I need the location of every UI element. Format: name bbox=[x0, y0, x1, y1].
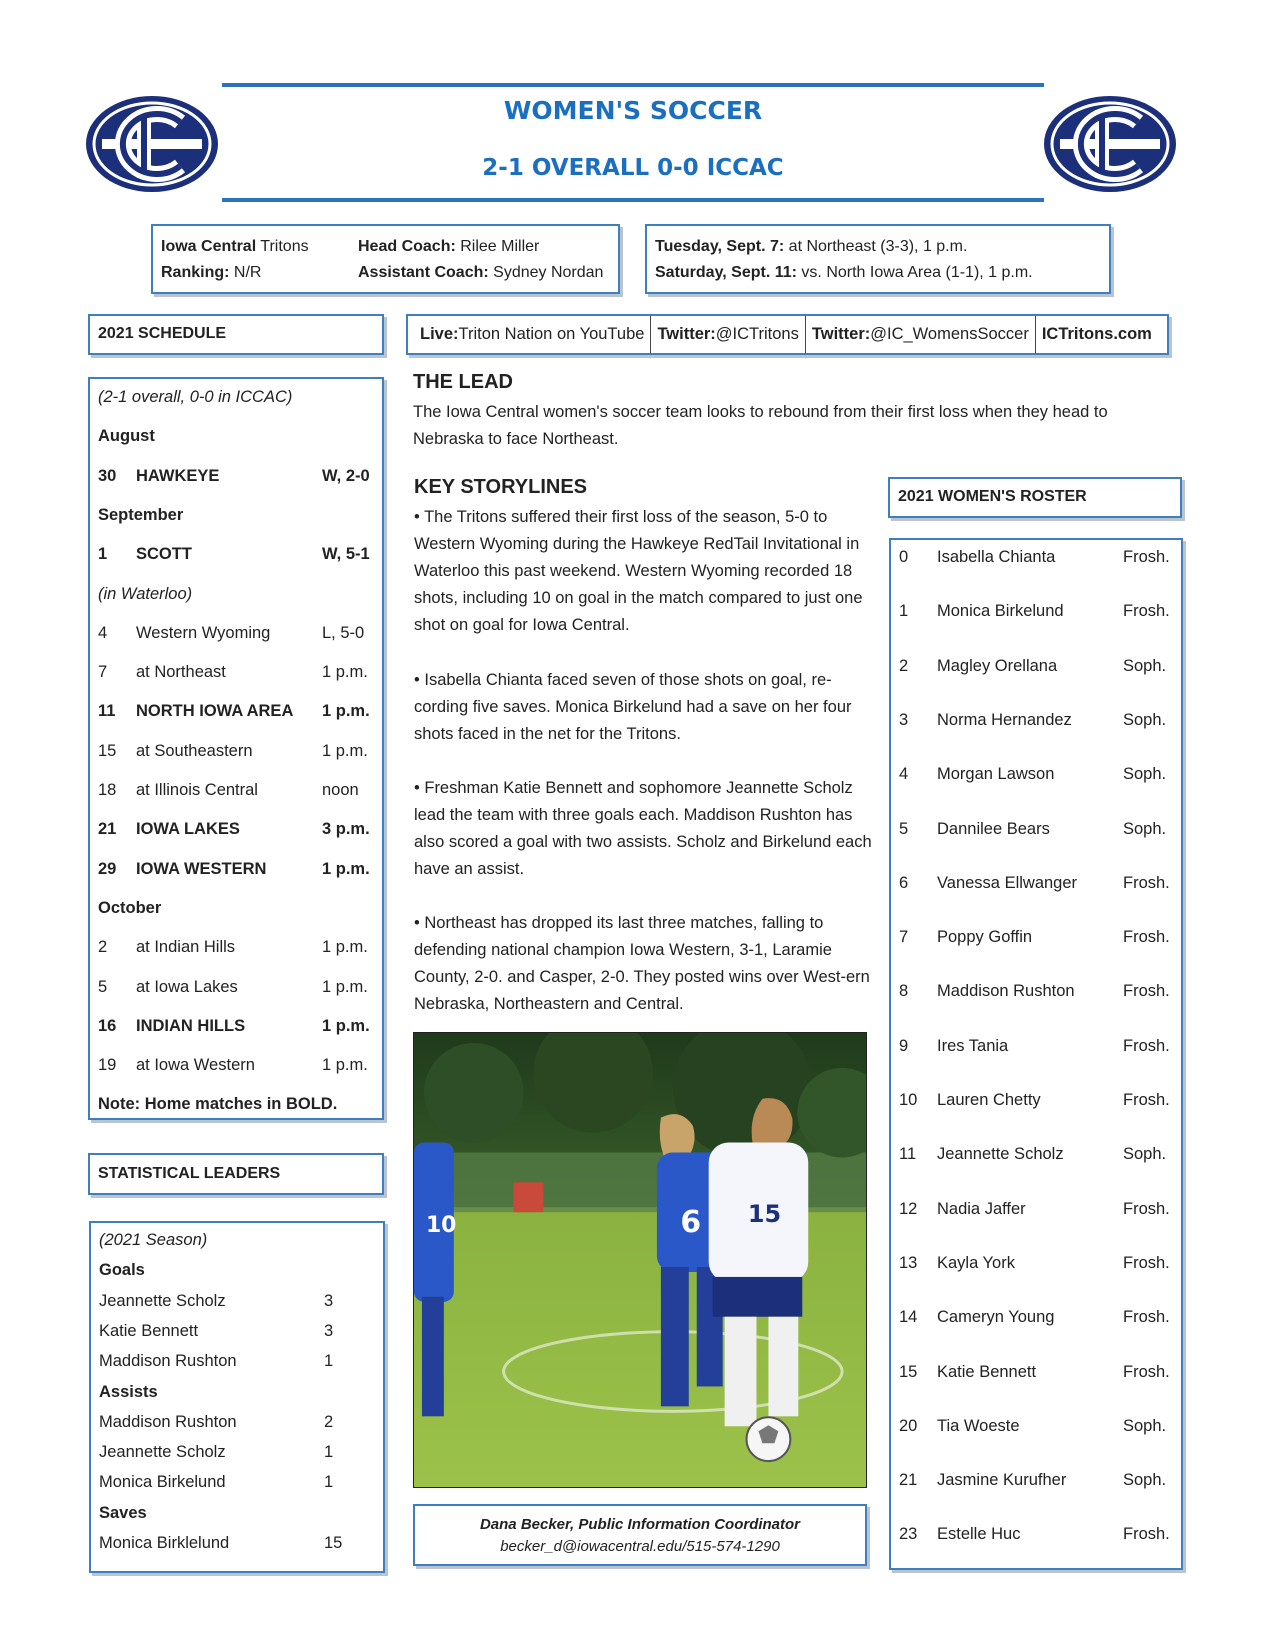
jersey-number-front: 15 bbox=[747, 1200, 782, 1229]
roster-player-name: Dannilee Bears bbox=[937, 819, 1050, 838]
stats-heading-box bbox=[88, 1153, 384, 1195]
stats-box bbox=[89, 1221, 385, 1573]
roster-number: 20 bbox=[899, 1416, 918, 1435]
storyline-item: • Freshman Katie Bennett and sophomore Jeannette Scholz lead the team with three goals each. Maddison Rushton has also scored a goal with two assists. Scholz and Birkelund each have an assist. bbox=[414, 779, 872, 878]
roster-row bbox=[899, 765, 1173, 784]
schedule-date: 29 bbox=[98, 859, 117, 878]
stat-player: Jeannette Scholz bbox=[99, 1291, 226, 1310]
stat-player: Monica Birkelund bbox=[99, 1473, 226, 1492]
roster-row bbox=[899, 1200, 1173, 1219]
stat-player: Saves bbox=[99, 1503, 147, 1522]
stat-player: Jeannette Scholz bbox=[99, 1443, 226, 1462]
roster-number: 11 bbox=[899, 1145, 917, 1164]
roster-number: 10 bbox=[899, 1091, 918, 1109]
roster-number: 4 bbox=[899, 765, 909, 784]
roster-class: Soph. bbox=[1123, 656, 1167, 675]
upcoming-games-box bbox=[645, 224, 1111, 294]
stat-value: 3 bbox=[324, 1321, 334, 1340]
roster-class: Frosh. bbox=[1123, 602, 1170, 621]
schedule-opponent: IOWA LAKES bbox=[136, 820, 240, 839]
roster-row bbox=[899, 1037, 1173, 1056]
schedule-row bbox=[98, 427, 374, 446]
schedule-result: L, 5-0 bbox=[322, 623, 365, 642]
schedule-date: 4 bbox=[98, 623, 108, 642]
upcoming-game: Saturday, Sept. 11: vs. North Iowa Area (1-1), 1 p.m. bbox=[655, 264, 1033, 281]
storylines-heading: KEY STORYLINES bbox=[414, 476, 588, 498]
stat-player: Maddison Rushton bbox=[99, 1412, 237, 1431]
stat-row bbox=[99, 1504, 375, 1523]
schedule-result: noon bbox=[322, 781, 359, 799]
schedule-row bbox=[98, 781, 374, 800]
schedule-date: 16 bbox=[98, 1016, 117, 1035]
roster-row bbox=[899, 928, 1173, 947]
schedule-date: 30 bbox=[98, 466, 117, 485]
contact-box bbox=[413, 1504, 867, 1566]
roster-row bbox=[899, 982, 1173, 1001]
schedule-heading: 2021 SCHEDULE bbox=[98, 325, 227, 342]
roster-row bbox=[899, 1091, 1173, 1110]
roster-class: Frosh. bbox=[1123, 1525, 1170, 1544]
roster-row bbox=[899, 874, 1173, 893]
lead-heading: THE LEAD bbox=[413, 371, 513, 393]
schedule-opponent: at Iowa Lakes bbox=[136, 977, 238, 996]
stat-row bbox=[99, 1322, 375, 1341]
media-twitter-womens-soccer[interactable]: Twitter: @IC_WomensSoccer bbox=[806, 316, 1036, 353]
header-rule-top bbox=[222, 83, 1044, 87]
roster-number: 5 bbox=[899, 819, 909, 838]
schedule-row bbox=[98, 506, 374, 525]
schedule-label: (in Waterloo) bbox=[98, 584, 193, 603]
ic-logo-right bbox=[1040, 92, 1180, 196]
media-twitter-tritons[interactable]: Twitter: @ICTritons bbox=[651, 316, 805, 353]
roster-player-name: Katie Bennett bbox=[937, 1362, 1037, 1381]
roster-number: 13 bbox=[899, 1253, 918, 1272]
schedule-opponent: NORTH IOWA AREA bbox=[136, 702, 294, 721]
schedule-row bbox=[98, 545, 374, 564]
stat-row bbox=[99, 1383, 375, 1402]
stat-player: Goals bbox=[99, 1261, 145, 1280]
roster-number: 2 bbox=[899, 656, 909, 675]
roster-class: Soph. bbox=[1123, 819, 1167, 838]
stat-row bbox=[99, 1352, 375, 1371]
schedule-row bbox=[98, 820, 374, 839]
schedule-row bbox=[98, 702, 374, 721]
schedule-opponent: at Northeast bbox=[136, 663, 226, 682]
schedule-heading-box bbox=[88, 314, 384, 355]
schedule-opponent: INDIAN HILLS bbox=[136, 1016, 246, 1035]
page-title: WOMEN'S SOCCER bbox=[503, 96, 763, 125]
roster-class: Soph. bbox=[1123, 1145, 1167, 1164]
roster-class: Frosh. bbox=[1123, 1253, 1170, 1272]
roster-class: Frosh. bbox=[1123, 982, 1170, 1001]
stat-row bbox=[99, 1292, 375, 1311]
schedule-label: October bbox=[98, 898, 162, 917]
schedule-result: 1 p.m. bbox=[322, 938, 368, 957]
schedule-opponent: HAWKEYE bbox=[136, 466, 220, 485]
schedule-row bbox=[98, 860, 374, 879]
roster-row bbox=[899, 711, 1173, 730]
roster-player-name: Estelle Huc bbox=[937, 1525, 1021, 1544]
jersey-number-back: 6 bbox=[680, 1205, 702, 1241]
roster-player-name: Ires Tania bbox=[937, 1036, 1009, 1055]
schedule-row bbox=[98, 1095, 374, 1114]
schedule-opponent: at Iowa Western bbox=[136, 1056, 255, 1075]
media-bar bbox=[406, 314, 1169, 355]
roster-player-name: Lauren Chetty bbox=[937, 1091, 1041, 1109]
schedule-date: 19 bbox=[98, 1056, 117, 1075]
roster-class: Frosh. bbox=[1123, 548, 1170, 566]
roster-number: 8 bbox=[899, 982, 909, 1001]
soccer-action-photo bbox=[413, 1032, 867, 1488]
stat-value: 1 bbox=[324, 1352, 334, 1371]
stat-player: (2021 Season) bbox=[99, 1231, 208, 1249]
roster-row bbox=[899, 548, 1173, 567]
roster-player-name: Isabella Chianta bbox=[937, 548, 1056, 566]
schedule-result: 1 p.m. bbox=[322, 1016, 370, 1035]
roster-number: 15 bbox=[899, 1362, 918, 1381]
roster-player-name: Morgan Lawson bbox=[937, 765, 1055, 784]
roster-row bbox=[899, 1417, 1173, 1436]
schedule-date: 2 bbox=[98, 938, 108, 957]
head-coach-value: Rilee Miller bbox=[455, 238, 540, 255]
schedule-row bbox=[98, 467, 374, 486]
roster-row bbox=[899, 820, 1173, 839]
schedule-row bbox=[98, 742, 374, 761]
schedule-result: 1 p.m. bbox=[322, 859, 370, 878]
schedule-date: 7 bbox=[98, 663, 108, 682]
head-coach-label: Head Coach: bbox=[358, 238, 456, 255]
roster-heading: 2021 WOMEN'S ROSTER bbox=[898, 488, 1087, 505]
stat-value: 1 bbox=[324, 1473, 334, 1492]
schedule-date: 1 bbox=[98, 545, 108, 564]
stat-player: Katie Bennett bbox=[99, 1321, 199, 1340]
roster-row bbox=[899, 657, 1173, 676]
schedule-opponent: at Southeastern bbox=[136, 741, 253, 760]
roster-number: 12 bbox=[899, 1199, 918, 1218]
roster-class: Frosh. bbox=[1123, 1091, 1170, 1109]
roster-player-name: Cameryn Young bbox=[937, 1308, 1055, 1327]
roster-player-name: Jeannette Scholz bbox=[937, 1145, 1064, 1164]
roster-class: Soph. bbox=[1123, 1471, 1167, 1490]
roster-player-name: Poppy Goffin bbox=[937, 928, 1033, 947]
lead-text: The Iowa Central women's soccer team looks to rebound from their first loss when they head to Nebraska to face Northeast. bbox=[413, 403, 1108, 448]
roster-row bbox=[899, 602, 1173, 621]
schedule-result: W, 5-1 bbox=[322, 545, 370, 564]
roster-player-name: Kayla York bbox=[937, 1253, 1015, 1272]
roster-number: 0 bbox=[899, 548, 909, 566]
roster-number: 3 bbox=[899, 710, 909, 729]
roster-row bbox=[899, 1145, 1173, 1164]
team-nickname: Tritons bbox=[256, 238, 309, 255]
schedule-opponent: SCOTT bbox=[136, 545, 192, 564]
schedule-opponent: at Illinois Central bbox=[136, 781, 258, 799]
stat-value: 2 bbox=[324, 1412, 334, 1431]
schedule-date: 18 bbox=[98, 781, 117, 799]
schedule-row bbox=[98, 663, 374, 682]
stat-row bbox=[99, 1473, 375, 1492]
assistant-coach-value: Sydney Nordan bbox=[488, 264, 604, 281]
schedule-row bbox=[98, 1017, 374, 1036]
roster-number: 7 bbox=[899, 928, 909, 947]
stat-row bbox=[99, 1261, 375, 1280]
schedule-opponent: Western Wyoming bbox=[136, 623, 271, 642]
roster-number: 9 bbox=[899, 1036, 909, 1055]
season-record: 2-1 OVERALL 0-0 ICCAC bbox=[482, 155, 784, 181]
team-info-box bbox=[151, 224, 620, 294]
roster-player-name: Vanessa Ellwanger bbox=[937, 873, 1078, 892]
schedule-result: 1 p.m. bbox=[322, 702, 370, 721]
contact-email-phone[interactable]: becker_d@iowacentral.edu/515-574-1290 bbox=[500, 1538, 780, 1555]
schedule-label: August bbox=[98, 427, 155, 446]
roster-row bbox=[899, 1363, 1173, 1382]
roster-row bbox=[899, 1471, 1173, 1490]
roster-player-name: Maddison Rushton bbox=[937, 982, 1075, 1001]
roster-player-name: Norma Hernandez bbox=[937, 710, 1072, 729]
upcoming-game: Tuesday, Sept. 7: at Northeast (3-3), 1 p.m. bbox=[655, 238, 968, 255]
schedule-label: September bbox=[98, 505, 184, 524]
storyline-item: • Northeast has dropped its last three matches, falling to defending national champion Iowa Western, 3-1, Laramie County, 2-0. and Casper, 2-0. They posted wins over West-ern Nebraska, Northeastern and Central. bbox=[414, 914, 870, 1013]
roster-number: 21 bbox=[899, 1471, 918, 1490]
stat-value: 15 bbox=[324, 1534, 343, 1552]
schedule-label: Note: Home matches in BOLD. bbox=[98, 1095, 338, 1114]
schedule-result: 1 p.m. bbox=[322, 1056, 368, 1075]
roster-class: Frosh. bbox=[1123, 1362, 1170, 1381]
roster-player-name: Monica Birkelund bbox=[937, 602, 1064, 621]
jersey-number-left: 10 bbox=[425, 1213, 457, 1239]
stat-row bbox=[99, 1443, 375, 1462]
header-rule-bottom bbox=[222, 198, 1044, 202]
schedule-result: 1 p.m. bbox=[322, 741, 368, 760]
schedule-opponent: at Indian Hills bbox=[136, 938, 236, 957]
roster-box bbox=[889, 538, 1183, 1570]
schedule-date: 11 bbox=[98, 702, 116, 721]
schedule-row bbox=[98, 585, 374, 604]
roster-row bbox=[899, 1525, 1173, 1544]
roster-heading-box bbox=[888, 477, 1182, 518]
schedule-row bbox=[98, 978, 374, 997]
contact-name: Dana Becker, Public Information Coordinator bbox=[479, 1516, 801, 1533]
storyline-item: • The Tritons suffered their first loss of the season, 5-0 to Western Wyoming during the Hawkeye RedTail Invitational in Waterloo this past weekend. Western Wyoming recorded 18 shots, including 10 on goal in the match compared to just one shot on goal for Iowa Central. bbox=[414, 508, 863, 634]
ic-logo-left bbox=[82, 92, 222, 196]
team-name: Iowa Central bbox=[161, 238, 257, 255]
stat-value: 1 bbox=[324, 1443, 334, 1462]
schedule-box bbox=[88, 377, 384, 1120]
roster-number: 14 bbox=[899, 1308, 918, 1327]
stat-row bbox=[99, 1231, 375, 1250]
stat-player: Assists bbox=[99, 1382, 158, 1401]
stat-row bbox=[99, 1413, 375, 1432]
media-website-link[interactable]: ICTritons.com bbox=[1041, 325, 1152, 343]
roster-player-name: Jasmine Kurufher bbox=[937, 1471, 1067, 1490]
roster-class: Soph. bbox=[1123, 710, 1167, 729]
media-live[interactable]: Live: Triton Nation on YouTube bbox=[414, 316, 651, 353]
roster-player-name: Nadia Jaffer bbox=[937, 1199, 1026, 1218]
schedule-row bbox=[98, 1056, 374, 1075]
stat-row bbox=[99, 1534, 375, 1553]
roster-class: Soph. bbox=[1123, 1416, 1167, 1435]
schedule-row bbox=[98, 388, 374, 407]
stat-player: Maddison Rushton bbox=[99, 1352, 237, 1371]
schedule-row bbox=[98, 938, 374, 957]
assistant-coach-label: Assistant Coach: bbox=[358, 264, 489, 281]
roster-number: 6 bbox=[899, 873, 909, 892]
schedule-row bbox=[98, 899, 374, 918]
schedule-date: 15 bbox=[98, 741, 117, 760]
schedule-label: (2-1 overall, 0-0 in ICCAC) bbox=[98, 388, 293, 406]
schedule-date: 5 bbox=[98, 977, 108, 996]
roster-row bbox=[899, 1308, 1173, 1327]
roster-class: Soph. bbox=[1123, 765, 1167, 784]
schedule-result: 1 p.m. bbox=[322, 663, 368, 682]
stats-heading: STATISTICAL LEADERS bbox=[98, 1165, 281, 1182]
roster-player-name: Magley Orellana bbox=[937, 656, 1058, 675]
roster-class: Frosh. bbox=[1123, 1199, 1170, 1218]
stat-player: Monica Birklelund bbox=[99, 1534, 230, 1552]
schedule-opponent: IOWA WESTERN bbox=[136, 859, 267, 878]
schedule-result: W, 2-0 bbox=[322, 466, 370, 485]
stat-value: 3 bbox=[324, 1291, 334, 1310]
roster-number: 23 bbox=[899, 1525, 918, 1544]
schedule-row bbox=[98, 624, 374, 643]
ranking-label: Ranking: bbox=[161, 264, 230, 281]
roster-row bbox=[899, 1254, 1173, 1273]
roster-player-name: Tia Woeste bbox=[937, 1416, 1020, 1435]
schedule-result: 1 p.m. bbox=[322, 977, 368, 996]
schedule-result: 3 p.m. bbox=[322, 820, 370, 839]
roster-class: Frosh. bbox=[1123, 873, 1170, 892]
roster-class: Frosh. bbox=[1123, 928, 1170, 947]
ranking-value: N/R bbox=[229, 264, 262, 281]
roster-class: Frosh. bbox=[1123, 1308, 1170, 1327]
storyline-item: • Isabella Chianta faced seven of those shots on goal, re-cording five saves. Monica Birkelund had a save on her four shots faced in the net for the Tritons. bbox=[414, 671, 852, 743]
roster-class: Frosh. bbox=[1123, 1036, 1170, 1055]
roster-number: 1 bbox=[899, 602, 909, 621]
schedule-date: 21 bbox=[98, 820, 117, 839]
